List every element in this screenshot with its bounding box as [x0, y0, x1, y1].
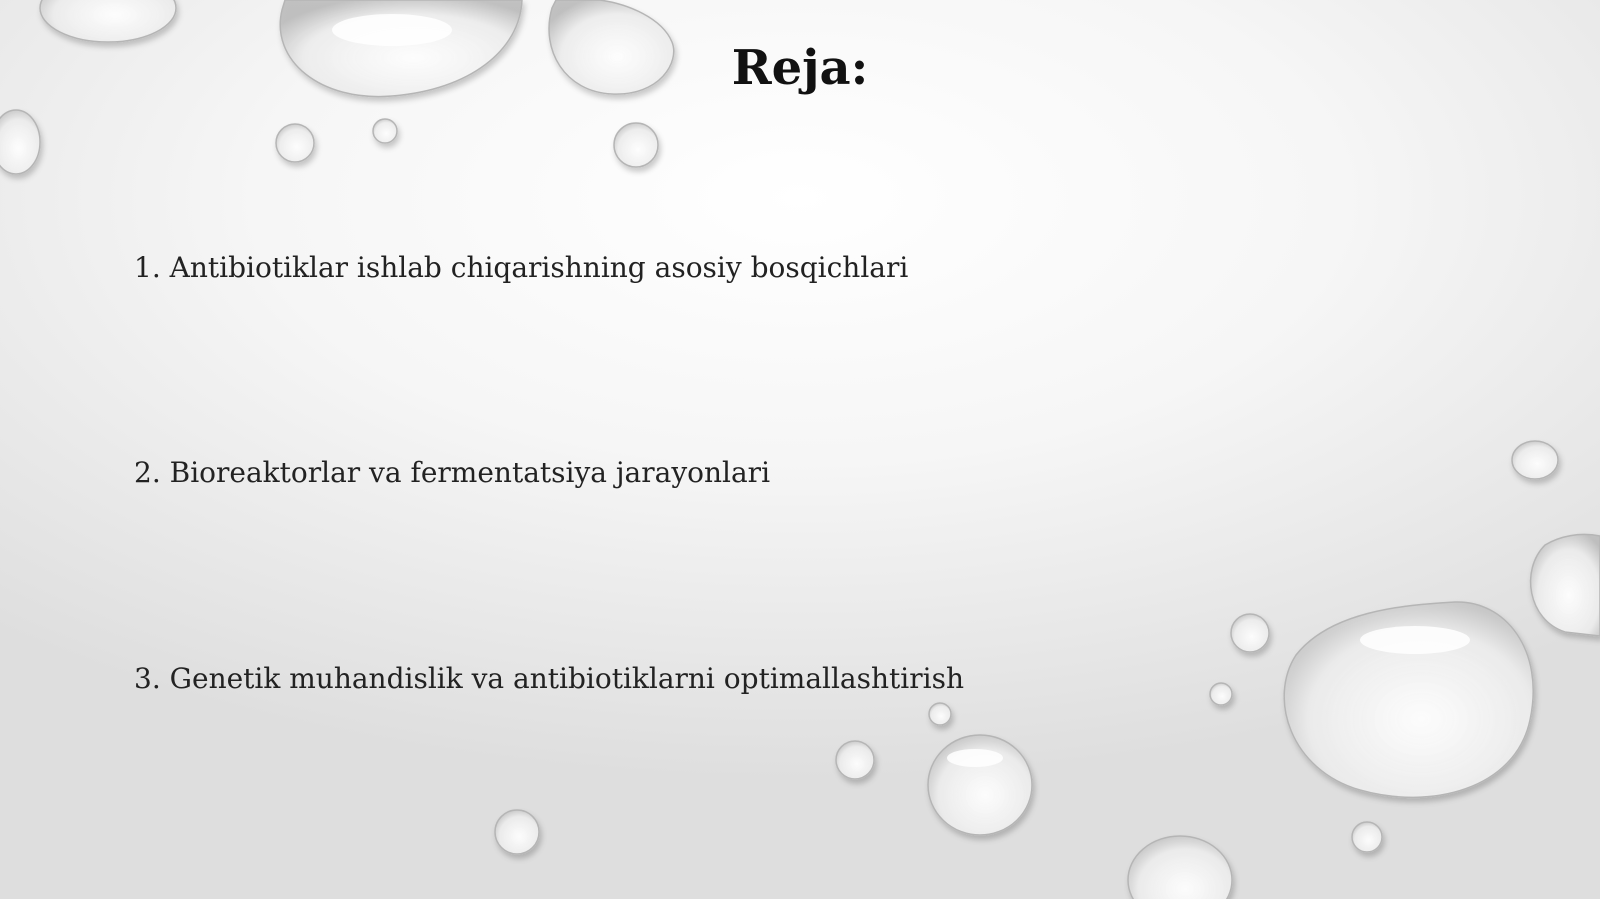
agenda-item-3	[134, 662, 964, 696]
agenda-item-1	[134, 251, 908, 285]
agenda-item-text: Bioreaktorlar va fermentatsiya jarayonlari	[169, 456, 771, 489]
agenda-item-number: 1.	[134, 251, 161, 284]
agenda-item-number: 3.	[134, 662, 161, 695]
slide-title: Reja:	[731, 40, 869, 96]
agenda-item-text: Antibiotiklar ishlab chiqarishning asosiy bosqichlari	[169, 251, 909, 284]
agenda-item-text: Genetik muhandislik va antibiotiklarni optimallashtirish	[169, 662, 964, 695]
agenda-item-2	[134, 456, 770, 490]
agenda-item-number: 2.	[134, 456, 161, 489]
